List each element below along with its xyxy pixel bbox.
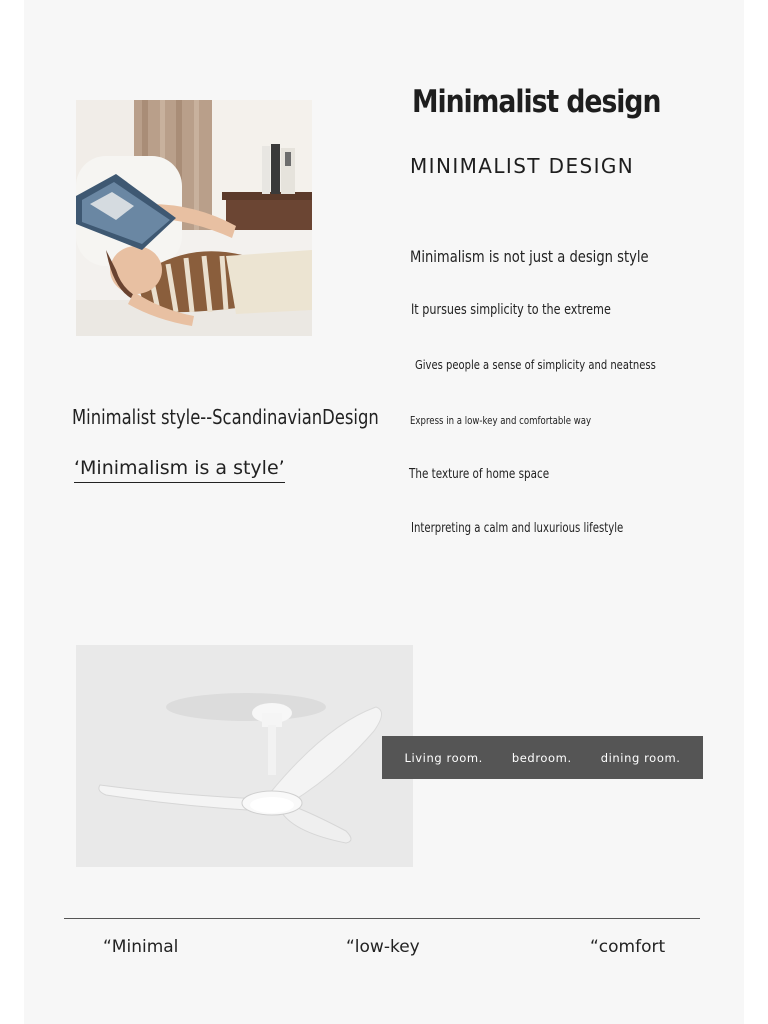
lifestyle-photo-illustration (76, 100, 312, 336)
description-line: Interpreting a calm and luxurious lifestyle (411, 521, 624, 536)
room-label-living-room: Living room. (404, 750, 483, 765)
style-heading: Minimalist style--ScandinavianDesign (72, 405, 379, 429)
description-line: The texture of home space (409, 467, 550, 482)
description-line: Minimalism is not just a design style (410, 247, 649, 266)
page-subtitle: MINIMALIST DESIGN (410, 154, 635, 178)
page-title: Minimalist design (412, 84, 661, 120)
ceiling-fan-illustration (76, 645, 413, 867)
room-label-bedroom: bedroom. (511, 750, 572, 765)
keyword-comfort: “comfort (590, 937, 666, 957)
description-line: Express in a low-key and comfortable way (410, 414, 592, 427)
rooms-bar (382, 736, 703, 779)
keyword-low-key: “low-key (346, 937, 420, 957)
lifestyle-photo-reading (76, 100, 312, 336)
style-quote: ‘Minimalism is a style’ (74, 457, 285, 483)
description-line: It pursues simplicity to the extreme (411, 302, 611, 318)
description-line: Gives people a sense of simplicity and neatness (415, 357, 656, 372)
room-label-dining-room: dining room. (600, 750, 681, 765)
section-divider (64, 918, 700, 919)
ceiling-fan-photo (76, 645, 413, 867)
keyword-minimal: “Minimal (103, 937, 179, 957)
